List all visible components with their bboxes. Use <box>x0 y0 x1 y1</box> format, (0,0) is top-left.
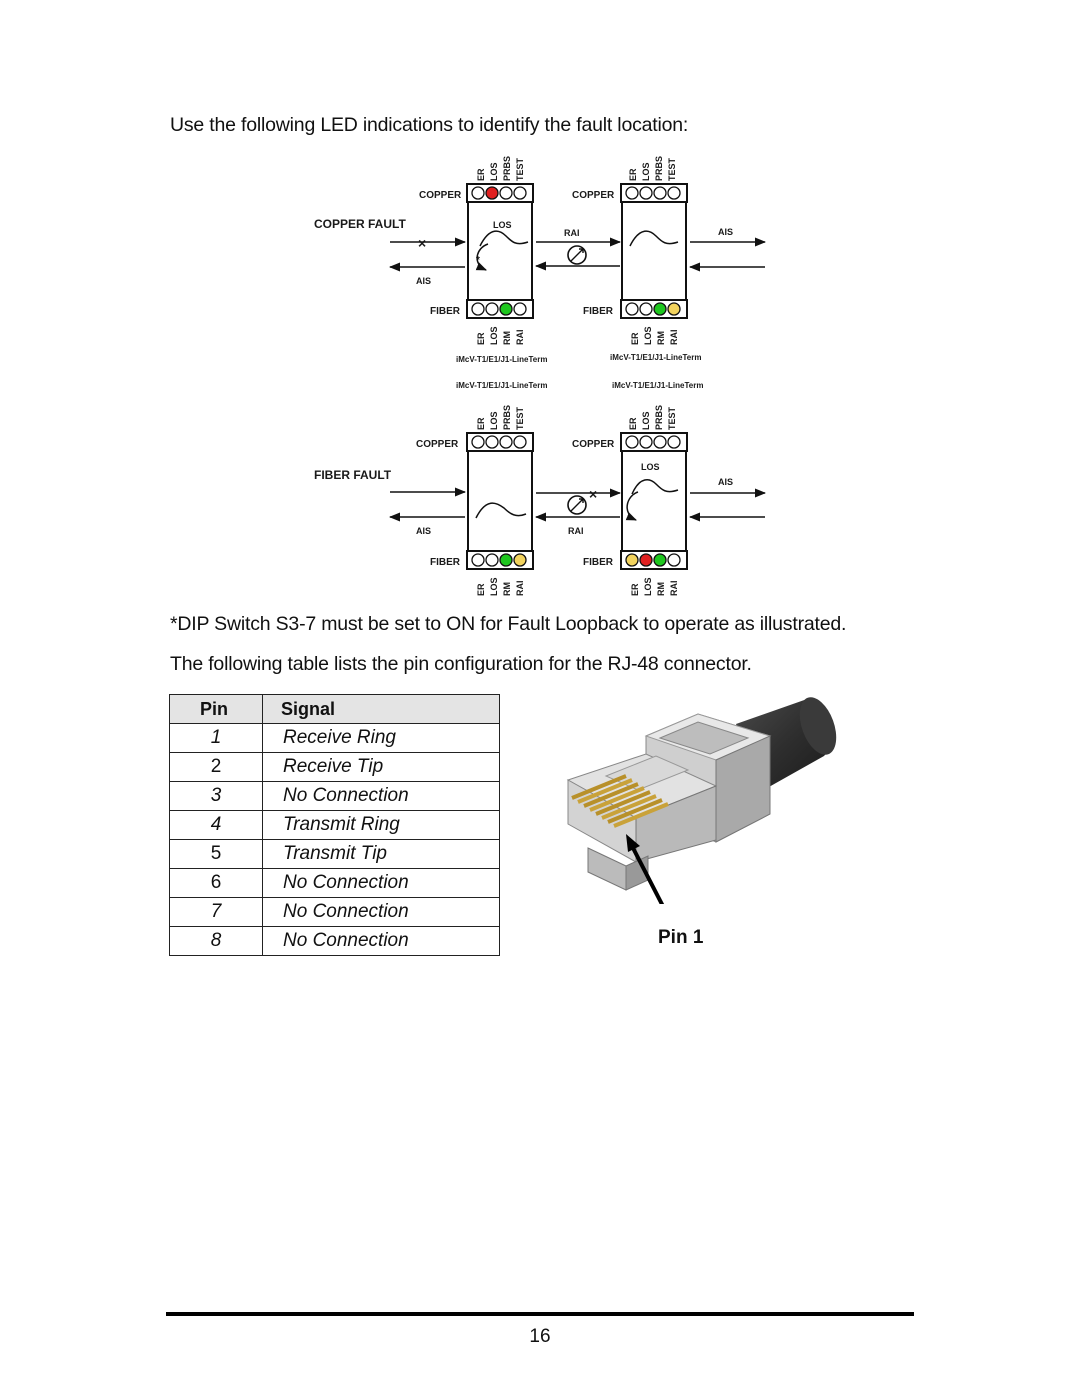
pin-signal: No Connection <box>263 927 500 956</box>
led-label-er: ER <box>476 332 486 345</box>
pin-number: 3 <box>170 782 263 811</box>
copper-port-label: COPPER <box>572 439 615 450</box>
led-label-test: TEST <box>515 406 525 430</box>
rai-label: RAI <box>568 526 584 536</box>
copper-led-labels <box>476 156 525 181</box>
led-label-prbs: PRBS <box>502 155 512 181</box>
led-label-prbs: PRBS <box>654 155 664 181</box>
copper-led-labels <box>476 405 525 430</box>
led-er <box>626 187 638 199</box>
led-test <box>668 436 680 448</box>
led-los <box>486 554 498 566</box>
copper-port-label: COPPER <box>572 190 615 201</box>
fiber-port-label: FIBER <box>583 557 613 568</box>
led-los <box>486 303 498 315</box>
copper-fault-left-unit <box>419 156 533 345</box>
fiber-port-label: FIBER <box>583 306 613 317</box>
led-er <box>472 187 484 199</box>
table-row <box>170 782 500 811</box>
los-label: LOS <box>493 220 512 230</box>
ais-left-label: AIS <box>416 526 432 536</box>
dip-switch-note: *DIP Switch S3-7 must be set to ON for Fault Loopback to operate as illustrated. <box>170 613 847 635</box>
led-label-rm: RM <box>656 582 666 596</box>
pin-signal: Receive Ring <box>263 724 500 753</box>
led-label-er: ER <box>630 583 640 596</box>
led-er <box>626 554 638 566</box>
table-intro: The following table lists the pin configuration for the RJ-48 connector. <box>170 653 752 675</box>
led-label-er: ER <box>476 583 486 596</box>
led-er <box>626 303 638 315</box>
fiber-fault-left-unit <box>416 405 533 596</box>
led-label-er: ER <box>630 332 640 345</box>
led-rai <box>514 303 526 315</box>
fiber-led-labels <box>476 326 525 345</box>
pin-signal: No Connection <box>263 869 500 898</box>
pin-number: 8 <box>170 927 263 956</box>
pin-signal: Receive Tip <box>263 753 500 782</box>
led-rm <box>500 303 512 315</box>
copper-fault-title: COPPER FAULT <box>314 217 406 231</box>
table-row <box>170 927 500 956</box>
fiber-fault-scenario <box>314 405 765 596</box>
led-prbs <box>654 436 666 448</box>
led-los <box>640 303 652 315</box>
led-label-los: LOS <box>489 411 499 430</box>
led-rm <box>654 303 666 315</box>
led-label-test: TEST <box>667 157 677 181</box>
led-label-test: TEST <box>515 157 525 181</box>
copper-led-labels <box>628 156 677 181</box>
loopback-arrow <box>627 492 638 520</box>
fault-led-diagram <box>300 148 780 598</box>
pin-number: 2 <box>170 753 263 782</box>
pin1-label: Pin 1 <box>658 927 704 948</box>
unit-model-right: iMcV-T1/E1/J1-LineTerm <box>612 381 704 390</box>
fiber-port-label: FIBER <box>430 306 460 317</box>
led-label-los: LOS <box>643 577 653 596</box>
table-header-row <box>170 695 500 724</box>
led-label-prbs: PRBS <box>654 404 664 430</box>
fault-x-icon: × <box>418 235 427 251</box>
pin-number: 6 <box>170 869 263 898</box>
fiber-led-labels <box>630 577 679 596</box>
led-label-rai: RAI <box>669 329 679 345</box>
led-label-rai: RAI <box>515 329 525 345</box>
led-label-los: LOS <box>641 411 651 430</box>
table-row <box>170 724 500 753</box>
led-test <box>514 436 526 448</box>
table-row <box>170 753 500 782</box>
page-number: 16 <box>529 1326 551 1347</box>
ais-right-label: AIS <box>718 227 734 237</box>
led-prbs <box>500 436 512 448</box>
led-label-rm: RM <box>502 331 512 345</box>
pin-signal: Transmit Ring <box>263 811 500 840</box>
led-label-rai: RAI <box>669 580 679 596</box>
led-test <box>668 187 680 199</box>
header-pin: Pin <box>170 695 263 724</box>
los-label: LOS <box>641 462 660 472</box>
table-row <box>170 811 500 840</box>
led-label-rm: RM <box>502 582 512 596</box>
fiber-led-labels <box>630 326 679 345</box>
led-label-los: LOS <box>489 162 499 181</box>
led-label-er: ER <box>628 168 638 181</box>
pin-number: 7 <box>170 898 263 927</box>
fiber-fault-title: FIBER FAULT <box>314 468 392 482</box>
led-label-prbs: PRBS <box>502 404 512 430</box>
copper-port-label: COPPER <box>419 190 462 201</box>
led-rai <box>668 554 680 566</box>
table-row <box>170 898 500 927</box>
led-label-er: ER <box>476 168 486 181</box>
unit-model-left: iMcV-T1/E1/J1-LineTerm <box>456 381 548 390</box>
pin-signal: No Connection <box>263 898 500 927</box>
pin-signal: Transmit Tip <box>263 840 500 869</box>
pin-number: 5 <box>170 840 263 869</box>
table-row <box>170 840 500 869</box>
led-label-los: LOS <box>489 577 499 596</box>
led-label-los: LOS <box>489 326 499 345</box>
led-prbs <box>500 187 512 199</box>
led-label-test: TEST <box>667 406 677 430</box>
led-label-rai: RAI <box>515 580 525 596</box>
pin-number: 4 <box>170 811 263 840</box>
led-los <box>486 187 498 199</box>
led-los <box>640 436 652 448</box>
rai-label: RAI <box>564 228 580 238</box>
copper-fault-scenario <box>314 156 765 345</box>
intro-paragraph: Use the following LED indications to identify the fault location: <box>170 114 689 136</box>
pin-number: 1 <box>170 724 263 753</box>
signal-curve <box>630 231 678 246</box>
led-label-los: LOS <box>641 162 651 181</box>
asterisk-label: * <box>476 255 480 266</box>
led-los <box>486 436 498 448</box>
led-label-er: ER <box>628 417 638 430</box>
led-rm <box>500 554 512 566</box>
unit-model-left: iMcV-T1/E1/J1-LineTerm <box>456 355 548 364</box>
copper-led-labels <box>628 405 677 430</box>
ais-left-label: AIS <box>416 276 432 286</box>
led-los <box>640 554 652 566</box>
fiber-port-label: FIBER <box>430 557 460 568</box>
pin-signal: No Connection <box>263 782 500 811</box>
led-los <box>640 187 652 199</box>
unit-model-right: iMcV-T1/E1/J1-LineTerm <box>610 353 702 362</box>
copper-port-label: COPPER <box>416 439 459 450</box>
led-er <box>472 303 484 315</box>
table-row <box>170 869 500 898</box>
rj48-connector-illustration <box>548 694 848 904</box>
led-rai <box>514 554 526 566</box>
led-er <box>472 436 484 448</box>
led-er <box>472 554 484 566</box>
led-test <box>514 187 526 199</box>
header-signal: Signal <box>263 695 500 724</box>
led-label-rm: RM <box>656 331 666 345</box>
led-rm <box>654 554 666 566</box>
fault-x-icon: × <box>589 486 598 502</box>
led-er <box>626 436 638 448</box>
led-label-er: ER <box>476 417 486 430</box>
led-prbs <box>654 187 666 199</box>
led-rai <box>668 303 680 315</box>
footer-rule <box>166 1312 914 1316</box>
led-label-los: LOS <box>643 326 653 345</box>
ais-right-label: AIS <box>718 477 734 487</box>
pin-configuration-table <box>169 694 500 956</box>
copper-fault-right-unit <box>572 156 687 345</box>
fiber-led-labels <box>476 577 525 596</box>
